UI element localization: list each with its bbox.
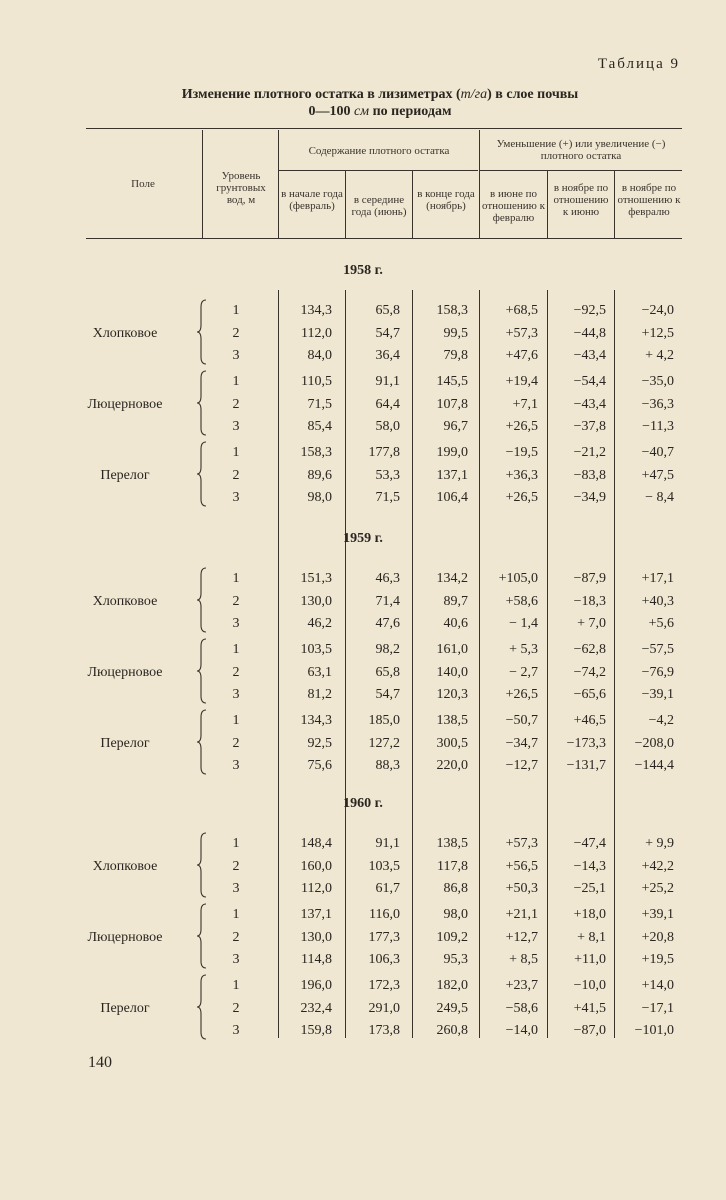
cell-start: 114,8	[301, 952, 332, 967]
cell-mid: 88,3	[375, 758, 400, 773]
cell-end: 300,5	[436, 735, 468, 751]
header-col-nov-jun: в ноябре по отношению к июню	[553, 182, 609, 218]
cell-jun-feb: +47,6	[505, 348, 538, 363]
cell-mid: 47,6	[375, 616, 400, 631]
cell-mid: 103,5	[368, 858, 400, 874]
groundwater-level: 1	[232, 907, 240, 922]
cell-nov-jun: −43,4	[573, 348, 606, 363]
groundwater-level: 3	[232, 419, 240, 434]
groundwater-level: 1	[232, 445, 240, 460]
cell-nov-jun: +41,5	[573, 1000, 606, 1016]
groundwater-level: 2	[232, 735, 240, 751]
groundwater-level: 3	[232, 952, 240, 967]
title-unit-1: т/га	[460, 87, 488, 102]
cell-end: 98,0	[443, 907, 468, 922]
header-col-mid: в середине года (июнь)	[351, 194, 407, 218]
groundwater-level: 2	[232, 1000, 240, 1016]
cell-jun-feb: + 5,3	[509, 642, 538, 657]
cell-start: 232,4	[300, 1000, 332, 1016]
cell-mid: 291,0	[368, 1000, 400, 1016]
header-vline	[278, 130, 279, 238]
field-name: Люцерновое	[87, 664, 163, 680]
cell-nov-jun: +18,0	[573, 907, 606, 922]
table-title	[120, 86, 640, 120]
cell-jun-feb: +23,7	[505, 978, 538, 993]
cell-nov-jun: −14,3	[573, 858, 606, 874]
field-name: Перелог	[100, 467, 150, 483]
groundwater-level: 3	[232, 687, 240, 702]
cell-nov-jun: +46,5	[573, 713, 606, 728]
cell-start: 130,0	[300, 929, 332, 945]
field-name: Хлопковое	[92, 325, 158, 341]
groundwater-level: 1	[232, 713, 240, 728]
cell-nov-feb: −11,3	[642, 419, 674, 434]
group-brace	[196, 441, 208, 507]
title-text-2a: 0—100	[308, 104, 354, 119]
cell-nov-feb: +40,3	[641, 593, 674, 609]
cell-jun-feb: +36,3	[505, 467, 538, 483]
cell-jun-feb: −19,5	[505, 445, 538, 460]
cell-jun-feb: − 2,7	[509, 664, 538, 680]
cell-jun-feb: − 1,4	[509, 616, 538, 631]
groundwater-level: 2	[232, 396, 240, 412]
cell-nov-jun: −18,3	[573, 593, 606, 609]
title-unit-2: см	[353, 104, 370, 119]
cell-mid: 185,0	[368, 713, 400, 728]
groundwater-level: 2	[232, 664, 240, 680]
cell-jun-feb: −12,7	[505, 758, 538, 773]
cell-mid: 65,8	[375, 303, 400, 318]
groundwater-level: 2	[232, 929, 240, 945]
field-name: Хлопковое	[92, 858, 158, 874]
cell-jun-feb: −58,6	[505, 1000, 538, 1016]
cell-start: 159,8	[300, 1023, 332, 1038]
header-field: Поле	[131, 178, 155, 190]
cell-nov-feb: −101,0	[634, 1023, 674, 1038]
body-vline	[614, 290, 615, 1038]
cell-nov-jun: −74,2	[573, 664, 606, 680]
cell-mid: 53,3	[375, 467, 400, 483]
cell-start: 89,6	[307, 467, 332, 483]
cell-nov-feb: −24,0	[641, 303, 674, 318]
cell-nov-jun: −87,0	[573, 1023, 606, 1038]
cell-jun-feb: +19,4	[505, 374, 538, 389]
cell-end: 158,3	[436, 303, 468, 318]
cell-jun-feb: +57,3	[505, 836, 538, 851]
cell-mid: 36,4	[375, 348, 400, 363]
cell-end: 249,5	[436, 1000, 468, 1016]
cell-end: 161,0	[436, 642, 468, 657]
cell-end: 79,8	[443, 348, 468, 363]
cell-mid: 54,7	[375, 687, 400, 702]
cell-mid: 64,4	[375, 396, 400, 412]
cell-start: 46,2	[307, 616, 332, 631]
cell-nov-feb: −4,2	[648, 713, 674, 728]
groundwater-level: 2	[232, 325, 240, 341]
table-label: Таблица 9	[597, 56, 680, 72]
cell-jun-feb: −50,7	[505, 713, 538, 728]
cell-start: 112,0	[301, 325, 332, 341]
cell-jun-feb: +12,7	[505, 929, 538, 945]
cell-start: 92,5	[307, 735, 332, 751]
cell-mid: 116,0	[369, 907, 400, 922]
cell-end: 89,7	[443, 593, 468, 609]
cell-mid: 172,3	[368, 978, 400, 993]
cell-start: 134,3	[300, 303, 332, 318]
cell-nov-jun: −173,3	[566, 735, 606, 751]
cell-jun-feb: −14,0	[505, 1023, 538, 1038]
groundwater-level: 3	[232, 758, 240, 773]
cell-nov-jun: + 8,1	[577, 929, 606, 945]
groundwater-level: 1	[232, 836, 240, 851]
cell-jun-feb: +105,0	[498, 571, 538, 586]
cell-end: 99,5	[443, 325, 468, 341]
cell-nov-jun: +11,0	[574, 952, 606, 967]
groundwater-level: 3	[232, 616, 240, 631]
cell-jun-feb: +26,5	[505, 419, 538, 434]
cell-jun-feb: +57,3	[505, 325, 538, 341]
group-brace	[196, 709, 208, 775]
groundwater-level: 2	[232, 467, 240, 483]
cell-end: 106,4	[436, 490, 468, 505]
cell-start: 112,0	[301, 881, 332, 896]
groundwater-level: 3	[232, 490, 240, 505]
cell-nov-jun: −25,1	[573, 881, 606, 896]
group-brace	[196, 903, 208, 969]
field-name: Перелог	[100, 735, 150, 751]
cell-mid: 91,1	[375, 836, 400, 851]
cell-jun-feb: −34,7	[505, 735, 538, 751]
cell-nov-jun: −54,4	[573, 374, 606, 389]
groundwater-level: 3	[232, 1023, 240, 1038]
group-brace	[196, 832, 208, 898]
cell-mid: 54,7	[375, 325, 400, 341]
groundwater-level: 2	[232, 593, 240, 609]
cell-nov-feb: + 4,2	[645, 348, 674, 363]
title-text-2b: по периодам	[369, 104, 452, 119]
cell-start: 148,4	[300, 836, 332, 851]
cell-start: 63,1	[307, 664, 332, 680]
year-heading: 1960 г.	[343, 796, 383, 811]
cell-end: 145,5	[436, 374, 468, 389]
group-brace	[196, 974, 208, 1040]
cell-start: 151,3	[300, 571, 332, 586]
cell-start: 84,0	[307, 348, 332, 363]
groundwater-level: 1	[232, 978, 240, 993]
cell-mid: 106,3	[368, 952, 400, 967]
cell-start: 134,3	[300, 713, 332, 728]
cell-nov-jun: −34,9	[573, 490, 606, 505]
cell-mid: 71,5	[375, 490, 400, 505]
cell-start: 160,0	[300, 858, 332, 874]
cell-nov-jun: −62,8	[573, 642, 606, 657]
cell-nov-feb: +19,5	[641, 952, 674, 967]
cell-nov-jun: + 7,0	[577, 616, 606, 631]
cell-end: 117,8	[437, 858, 468, 874]
cell-start: 110,5	[301, 374, 332, 389]
header-top-rule	[86, 128, 682, 129]
cell-start: 158,3	[300, 445, 332, 460]
header-vline	[614, 171, 615, 238]
header-vline	[202, 130, 203, 238]
cell-end: 96,7	[443, 419, 468, 434]
header-col-jun-feb: в июне по отношению к февралю	[482, 188, 545, 224]
group-brace	[196, 638, 208, 704]
groundwater-level: 1	[232, 374, 240, 389]
cell-nov-jun: −47,4	[573, 836, 606, 851]
cell-nov-feb: −36,3	[641, 396, 674, 412]
cell-end: 199,0	[436, 445, 468, 460]
cell-jun-feb: +7,1	[512, 396, 538, 412]
cell-nov-feb: −76,9	[641, 664, 674, 680]
field-name: Хлопковое	[92, 593, 158, 609]
cell-nov-jun: −21,2	[573, 445, 606, 460]
group-brace	[196, 567, 208, 633]
cell-end: 107,8	[436, 396, 468, 412]
header-mid-rule-left	[278, 170, 478, 171]
cell-jun-feb: +50,3	[505, 881, 538, 896]
cell-start: 137,1	[300, 907, 332, 922]
header-col-nov-feb: в ноябре по отношению к февралю	[617, 182, 681, 218]
group-brace	[196, 299, 208, 365]
cell-jun-feb: +26,5	[505, 687, 538, 702]
title-line-2	[120, 103, 640, 120]
cell-start: 75,6	[307, 758, 332, 773]
cell-mid: 46,3	[375, 571, 400, 586]
field-name: Люцерновое	[87, 929, 163, 945]
cell-nov-feb: +39,1	[641, 907, 674, 922]
header-content-group: Содержание плотного остатка	[308, 145, 450, 157]
title-text-1b: ) в слое почвы	[487, 87, 579, 102]
cell-mid: 91,1	[375, 374, 400, 389]
cell-jun-feb: +56,5	[505, 858, 538, 874]
cell-nov-feb: −39,1	[641, 687, 674, 702]
cell-mid: 98,2	[375, 642, 400, 657]
cell-end: 138,5	[436, 713, 468, 728]
header-vline	[345, 171, 346, 238]
header-vline	[479, 130, 480, 238]
cell-end: 140,0	[436, 664, 468, 680]
cell-end: 95,3	[443, 952, 468, 967]
cell-jun-feb: +21,1	[505, 907, 538, 922]
cell-jun-feb: +58,6	[505, 593, 538, 609]
cell-nov-feb: −17,1	[641, 1000, 674, 1016]
cell-mid: 71,4	[375, 593, 400, 609]
header-col-start: в начале года (февраль)	[281, 188, 343, 212]
header-mid-rule-right	[480, 170, 682, 171]
groundwater-level: 2	[232, 858, 240, 874]
cell-start: 130,0	[300, 593, 332, 609]
cell-nov-jun: −65,6	[573, 687, 606, 702]
groundwater-level: 3	[232, 881, 240, 896]
cell-mid: 127,2	[368, 735, 400, 751]
cell-end: 134,2	[436, 571, 468, 586]
title-text-1a: Изменение плотного остатка в лизиметрах (	[181, 87, 461, 102]
header-vline	[412, 171, 413, 238]
cell-mid: 65,8	[375, 664, 400, 680]
cell-nov-feb: +17,1	[641, 571, 674, 586]
header-vline	[547, 171, 548, 238]
cell-end: 40,6	[443, 616, 468, 631]
cell-nov-jun: −83,8	[573, 467, 606, 483]
cell-mid: 177,8	[368, 445, 400, 460]
cell-nov-feb: +12,5	[641, 325, 674, 341]
field-name: Люцерновое	[87, 396, 163, 412]
cell-nov-feb: −57,5	[641, 642, 674, 657]
groundwater-level: 3	[232, 348, 240, 363]
cell-mid: 173,8	[368, 1023, 400, 1038]
cell-nov-feb: +5,6	[648, 616, 674, 631]
cell-jun-feb: + 8,5	[509, 952, 538, 967]
page-number: 140	[88, 1054, 112, 1071]
cell-mid: 61,7	[375, 881, 400, 896]
cell-end: 260,8	[436, 1023, 468, 1038]
cell-end: 109,2	[436, 929, 468, 945]
cell-nov-feb: −35,0	[641, 374, 674, 389]
field-name: Перелог	[100, 1000, 150, 1016]
cell-nov-feb: − 8,4	[645, 490, 674, 505]
cell-start: 98,0	[307, 490, 332, 505]
header-groundwater-level: Уровень грунтовых вод, м	[216, 170, 266, 206]
cell-nov-feb: + 9,9	[645, 836, 674, 851]
cell-nov-feb: +42,2	[641, 858, 674, 874]
cell-nov-jun: −10,0	[573, 978, 606, 993]
cell-start: 85,4	[307, 419, 332, 434]
title-line-1	[120, 86, 640, 103]
cell-nov-feb: +14,0	[641, 978, 674, 993]
body-vline	[479, 290, 480, 1038]
cell-nov-jun: −87,9	[573, 571, 606, 586]
group-brace	[196, 370, 208, 436]
groundwater-level: 1	[232, 303, 240, 318]
groundwater-level: 1	[232, 571, 240, 586]
cell-mid: 58,0	[375, 419, 400, 434]
year-heading: 1958 г.	[343, 263, 383, 278]
cell-end: 120,3	[436, 687, 468, 702]
cell-nov-jun: −37,8	[573, 419, 606, 434]
cell-start: 103,5	[300, 642, 332, 657]
cell-end: 137,1	[436, 467, 468, 483]
cell-nov-feb: −144,4	[634, 758, 674, 773]
header-col-end: в конце года (ноябрь)	[417, 188, 475, 212]
cell-nov-jun: −44,8	[573, 325, 606, 341]
cell-mid: 177,3	[368, 929, 400, 945]
groundwater-level: 1	[232, 642, 240, 657]
cell-nov-feb: +47,5	[641, 467, 674, 483]
cell-start: 196,0	[300, 978, 332, 993]
cell-jun-feb: +26,5	[505, 490, 538, 505]
cell-nov-feb: +25,2	[641, 881, 674, 896]
body-vline	[547, 290, 548, 1038]
year-heading: 1959 г.	[343, 531, 383, 546]
cell-nov-jun: −43,4	[573, 396, 606, 412]
cell-nov-feb: −208,0	[634, 735, 674, 751]
cell-jun-feb: +68,5	[505, 303, 538, 318]
cell-nov-jun: −92,5	[573, 303, 606, 318]
cell-start: 81,2	[307, 687, 332, 702]
cell-end: 220,0	[436, 758, 468, 773]
header-bottom-rule	[86, 238, 682, 239]
cell-nov-jun: −131,7	[566, 758, 606, 773]
header-change-group: Уменьшение (+) или увеличение (−) плотного остатка	[496, 138, 666, 162]
cell-end: 138,5	[436, 836, 468, 851]
cell-nov-feb: −40,7	[641, 445, 674, 460]
cell-nov-feb: +20,8	[641, 929, 674, 945]
cell-end: 182,0	[436, 978, 468, 993]
cell-start: 71,5	[307, 396, 332, 412]
cell-end: 86,8	[443, 881, 468, 896]
